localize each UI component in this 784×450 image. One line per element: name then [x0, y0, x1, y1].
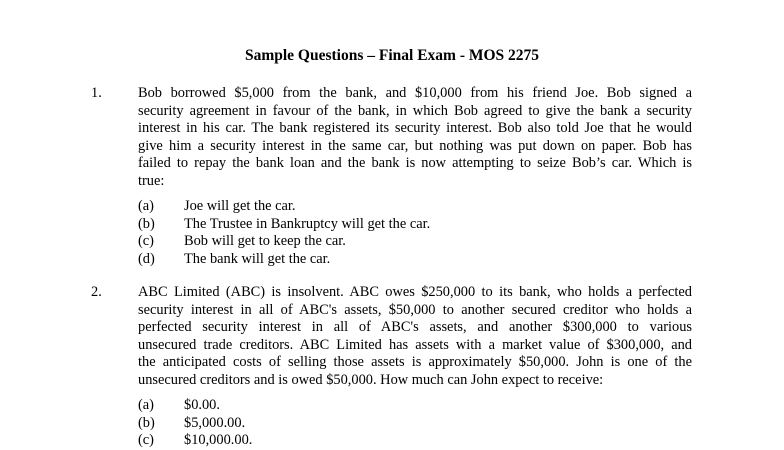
question-line: unsecured trade creditors. ABC Limited has assets with a market value of $300,000, and: [138, 336, 692, 353]
option-text: Joe will get the car.: [184, 198, 296, 214]
option-label: (a): [138, 397, 154, 413]
question-line: give him a security interest in the same car, but nothing was put down on paper. Bob has: [138, 137, 692, 154]
question-line: true:: [138, 172, 165, 189]
question-line: unsecured creditors and is owed $50,000. How much can John expect to receive:: [138, 371, 604, 388]
option-text: $5,000.00.: [184, 414, 246, 431]
option-label: (d): [138, 250, 155, 267]
option-label: (b): [138, 414, 155, 431]
question-number: 2.: [91, 284, 102, 300]
option-label: (c): [138, 432, 154, 449]
question-line: ABC Limited (ABC) is insolvent. ABC owes $250,000 to its bank, who holds a perfected: [138, 284, 692, 300]
option-text: The bank will get the car.: [184, 250, 331, 267]
question-number: 1.: [91, 85, 102, 101]
question-line: security agreement in favour of the bank, in which Bob agreed to give the bank a security: [138, 102, 692, 119]
question-line: failed to repay the bank loan and the bank is now attempting to seize Bob’s car. Which is: [138, 155, 692, 172]
option-text: Bob will get to keep the car.: [184, 233, 346, 250]
question-line: security interest in all of ABC's assets, $50,000 to another secured creditor who holds a: [138, 301, 692, 318]
option-text: $0.00.: [184, 397, 220, 413]
option-text: $10,000.00.: [184, 432, 253, 449]
option-text: The Trustee in Bankruptcy will get the car.: [184, 215, 431, 232]
question-line: perfected security interest in all of ABC's assets, and another $300,000 to various: [138, 319, 692, 336]
question-line: the anticipated costs of selling those assets is approximately $50,000. John is one of the: [138, 354, 692, 371]
option-label: (c): [138, 233, 154, 250]
option-label: (a): [138, 198, 154, 214]
page-title: Sample Questions – Final Exam - MOS 2275: [244, 47, 540, 64]
question-text: [138, 284, 692, 390]
option-label: (b): [138, 215, 155, 232]
question-line: Bob borrowed $5,000 from the bank, and $10,000 from his friend Joe. Bob signed a: [138, 85, 692, 101]
question-text: [138, 85, 692, 191]
question-line: interest in his car. The bank registered its security interest. Bob also told Joe that he would: [138, 120, 692, 137]
